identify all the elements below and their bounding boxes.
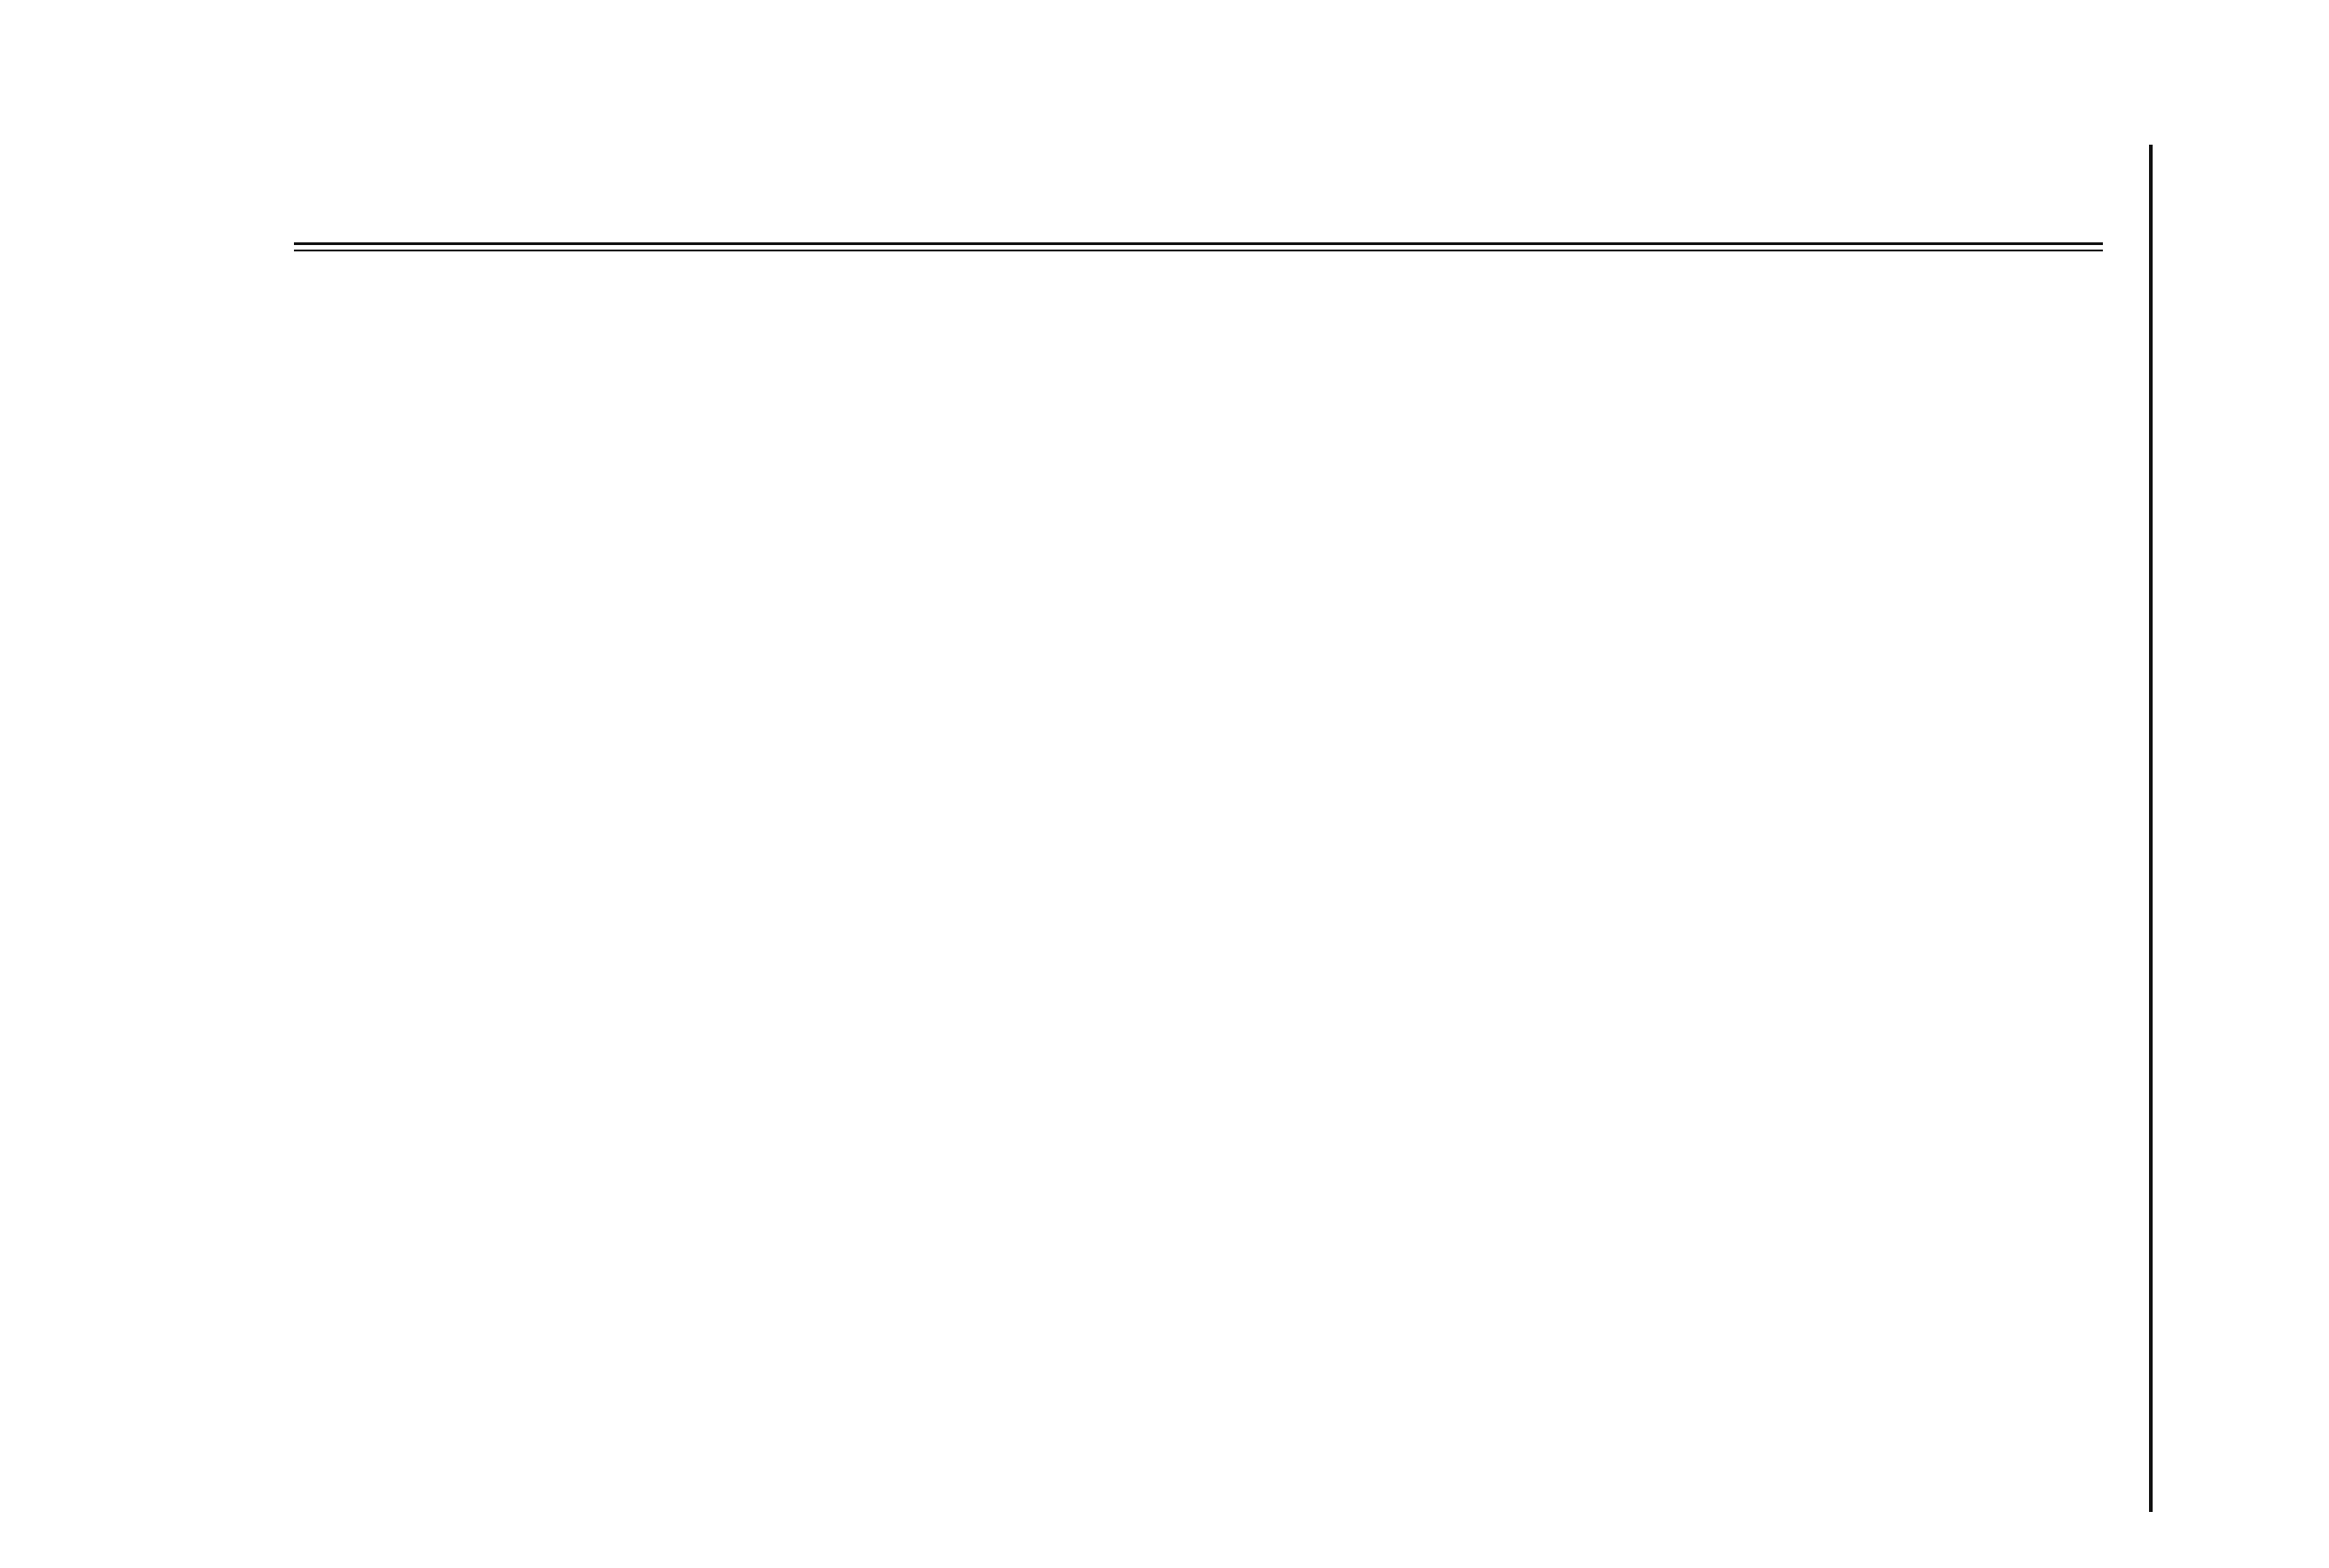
title-rule-top bbox=[294, 242, 2103, 245]
page-edge-rule bbox=[2149, 145, 2153, 1512]
title-rule-bottom bbox=[294, 250, 2103, 251]
